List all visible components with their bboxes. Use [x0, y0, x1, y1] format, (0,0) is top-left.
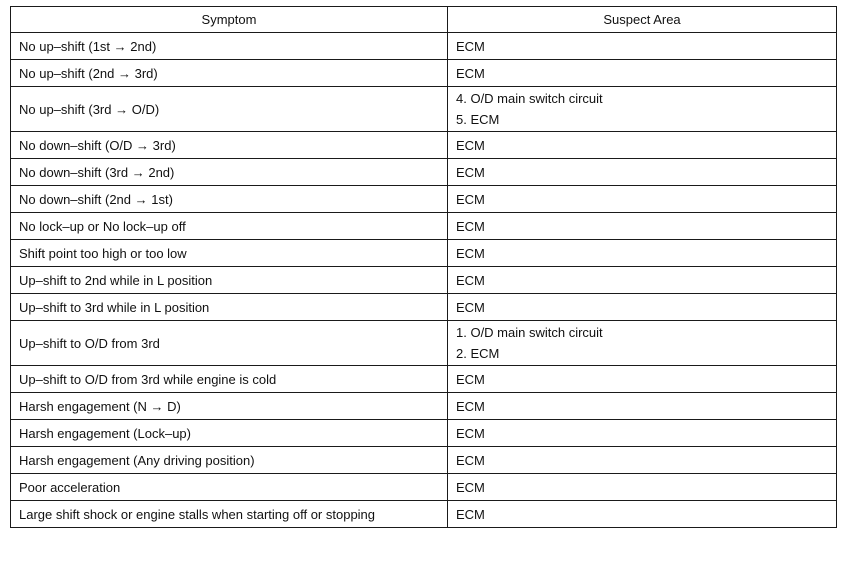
table-body	[11, 33, 837, 528]
symptom-header: Symptom	[11, 7, 448, 33]
table-row	[11, 366, 837, 393]
symptom-cell: No lock–up or No lock–up off	[11, 213, 448, 240]
suspect-area-cell	[448, 420, 837, 447]
table-row	[11, 60, 837, 87]
table-row	[11, 294, 837, 321]
symptom-cell: No up–shift (1st → 2nd)	[11, 33, 448, 60]
suspect-area-item: ECM	[456, 452, 485, 468]
symptom-cell: Up–shift to 2nd while in L position	[11, 267, 448, 294]
symptom-cell: Harsh engagement (Lock–up)	[11, 420, 448, 447]
suspect-area-item: ECM	[456, 506, 485, 522]
suspect-area-item: ECM	[456, 371, 485, 387]
suspect-area-cell	[448, 366, 837, 393]
symptom-cell: Up–shift to O/D from 3rd while engine is cold	[11, 366, 448, 393]
table-row	[11, 87, 837, 132]
suspect-area-cell	[448, 294, 837, 321]
suspect-area-cell	[448, 186, 837, 213]
suspect-area-cell	[448, 87, 837, 132]
symptom-cell: Harsh engagement (Any driving position)	[11, 447, 448, 474]
suspect-area-item: ECM	[456, 245, 485, 261]
table-row	[11, 240, 837, 267]
table-row	[11, 132, 837, 159]
suspect-area-item: 1. O/D main switch circuit	[456, 325, 603, 340]
suspect-area-item: 2. ECM	[456, 346, 500, 361]
suspect-area-cell	[448, 132, 837, 159]
symptom-cell: Harsh engagement (N → D)	[11, 393, 448, 420]
suspect-area-cell	[448, 447, 837, 474]
suspect-area-cell	[448, 393, 837, 420]
symptom-cell: Up–shift to O/D from 3rd	[11, 321, 448, 366]
table-row	[11, 159, 837, 186]
suspect-area-item: ECM	[456, 272, 485, 288]
table-row	[11, 474, 837, 501]
suspect-area-item: ECM	[456, 137, 485, 153]
table-row	[11, 447, 837, 474]
table-row	[11, 420, 837, 447]
suspect-area-item: ECM	[456, 191, 485, 207]
suspect-area-item: ECM	[456, 218, 485, 234]
suspect-area-item: ECM	[456, 38, 485, 54]
suspect-area-item: 5. ECM	[456, 112, 500, 127]
table-row	[11, 213, 837, 240]
symptom-cell: No down–shift (3rd → 2nd)	[11, 159, 448, 186]
suspect-area-item: ECM	[456, 164, 485, 180]
table-row	[11, 267, 837, 294]
suspect-area-cell	[448, 60, 837, 87]
header-row	[11, 7, 837, 33]
symptom-cell: No down–shift (2nd → 1st)	[11, 186, 448, 213]
suspect-area-item: ECM	[456, 479, 485, 495]
suspect-area-item: ECM	[456, 425, 485, 441]
suspect-area-header: Suspect Area	[448, 7, 837, 33]
suspect-area-cell	[448, 267, 837, 294]
suspect-area-item: ECM	[456, 65, 485, 81]
diagnosis-table	[10, 6, 837, 528]
suspect-area-item: 4. O/D main switch circuit	[456, 91, 603, 106]
suspect-area-cell	[448, 159, 837, 186]
suspect-area-cell	[448, 321, 837, 366]
table-row	[11, 186, 837, 213]
symptom-cell: No up–shift (2nd → 3rd)	[11, 60, 448, 87]
table-row	[11, 321, 837, 366]
suspect-area-cell	[448, 501, 837, 528]
symptom-cell: Large shift shock or engine stalls when starting off or stopping	[11, 501, 448, 528]
suspect-area-item: ECM	[456, 299, 485, 315]
table-row	[11, 501, 837, 528]
table-row	[11, 33, 837, 60]
suspect-area-cell	[448, 213, 837, 240]
symptom-cell: No up–shift (3rd → O/D)	[11, 87, 448, 132]
suspect-area-cell	[448, 474, 837, 501]
symptom-cell: Poor acceleration	[11, 474, 448, 501]
symptom-cell: No down–shift (O/D → 3rd)	[11, 132, 448, 159]
symptom-cell: Shift point too high or too low	[11, 240, 448, 267]
suspect-area-cell	[448, 33, 837, 60]
suspect-area-cell	[448, 240, 837, 267]
table-row	[11, 393, 837, 420]
symptom-cell: Up–shift to 3rd while in L position	[11, 294, 448, 321]
suspect-area-item: ECM	[456, 398, 485, 414]
